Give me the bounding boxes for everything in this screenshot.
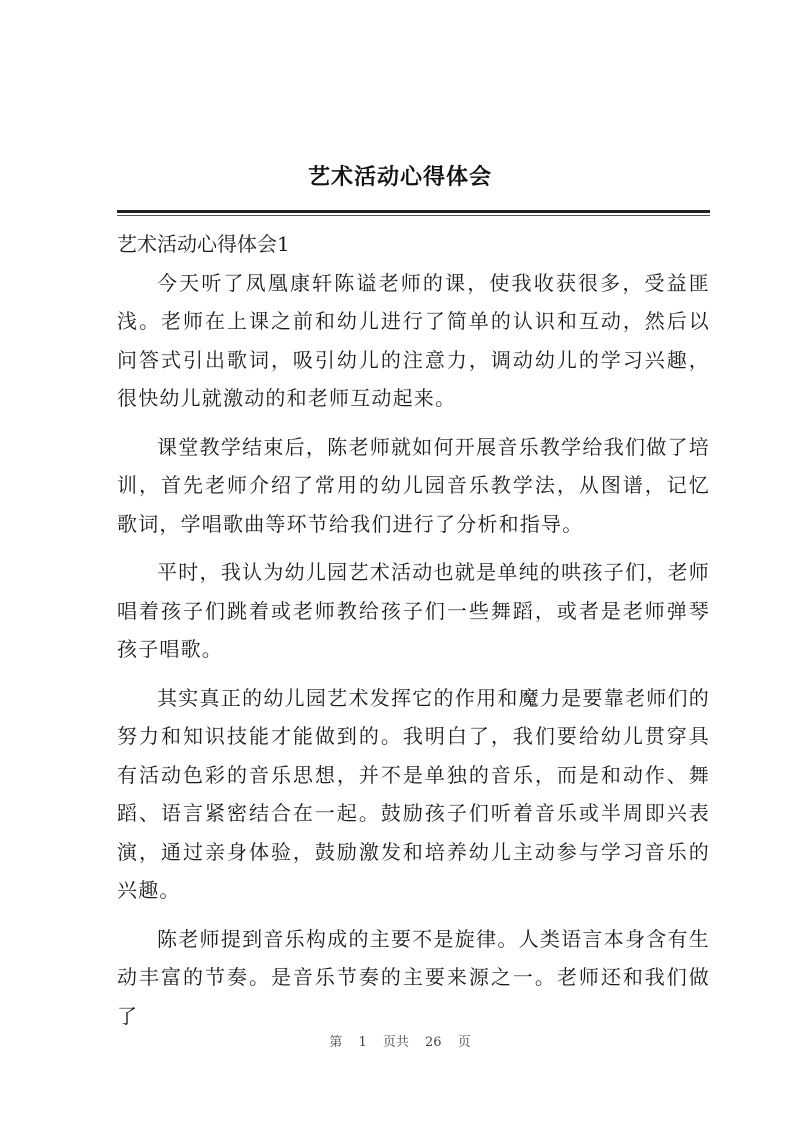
footer-suffix: 页 — [457, 1035, 471, 1050]
title-divider-thin — [117, 215, 710, 216]
paragraph-1: 今天听了凤凰康轩陈谥老师的课，使我收获很多，受益匪浅。老师在上课之前和幼儿进行了简单的认识和互动，然后以问答式引出歌词，吸引幼儿的注意力，调动幼儿的学习兴趣，很快幼儿就激动的和老师互动起来。 — [117, 270, 710, 410]
paragraph-4: 其实真正的幼儿园艺术发挥它的作用和魔力是要靠老师们的努力和知识技能才能做到的。我明白了，我们要给幼儿贯穿具有活动色彩的音乐思想，并不是单独的音乐，而是和动作、舞蹈、语言紧密结合在一起。鼓励孩子们听着音乐或半周即兴表演，通过亲身体验，鼓励激发和培养幼儿主动参与学习音乐的兴趣。 — [117, 685, 710, 902]
document-body — [117, 225, 710, 1045]
total-pages-number: 26 — [425, 1035, 442, 1050]
title-divider — [117, 210, 710, 213]
page-title: 艺术活动心得体会 — [307, 165, 492, 190]
paragraph-5: 陈老师提到音乐构成的主要不是旋律。人类语言本身含有生动丰富的节奏。是音乐节奏的主要来源之一。老师还和我们做了 — [117, 926, 710, 1028]
current-page-number: 1 — [358, 1035, 367, 1050]
footer-prefix: 第 — [329, 1035, 343, 1050]
paragraph-3: 平时，我认为幼儿园艺术活动也就是单纯的哄孩子们，老师唱着孩子们跳着或老师教给孩子们一些舞蹈，或者是老师弹琴孩子唱歌。 — [117, 560, 710, 661]
section-heading: 艺术活动心得体会1 — [117, 232, 290, 256]
footer-mid: 页共 — [382, 1035, 409, 1050]
paragraph-2: 课堂教学结束后，陈老师就如何开展音乐教学给我们做了培训，首先老师介绍了常用的幼儿园音乐教学法，从图谱，记忆歌词，学唱歌曲等环节给我们进行了分析和指导。 — [117, 434, 710, 536]
page-footer — [0, 1031, 800, 1050]
